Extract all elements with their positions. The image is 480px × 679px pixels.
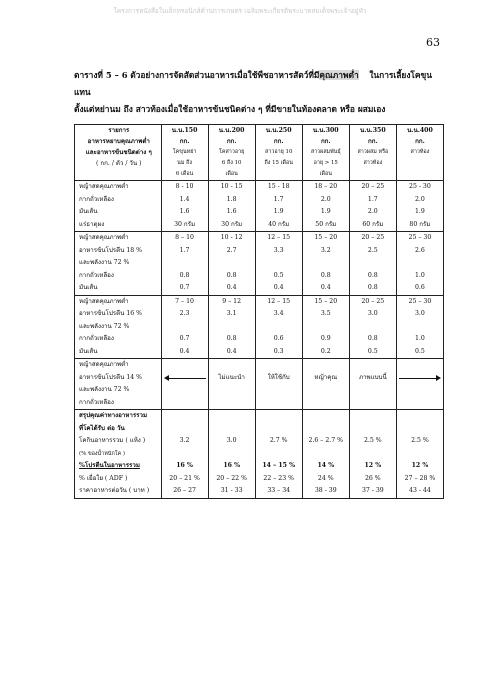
- value-cell: 43 - 44: [396, 485, 443, 498]
- value-cell: 2.6 – 2.7 %: [302, 435, 349, 448]
- note-cell: ภาพแบบนี้: [349, 372, 396, 385]
- header-label-line: [75, 169, 162, 181]
- table-row: [75, 423, 444, 436]
- value-cell: 2.6: [396, 245, 443, 258]
- value-cell: [208, 397, 255, 410]
- value-cell: 33 – 34: [255, 485, 302, 498]
- row-label: มันเส้น: [75, 206, 162, 219]
- value-cell: [208, 423, 255, 436]
- feed-ratio-table: [74, 124, 444, 499]
- header-label-line: รายการ: [75, 125, 162, 137]
- caption-text-a: ตัวอย่างการจัดสัดส่วนอาหารเมื่อใช้พืชอาหารสัตว์ที่มี: [130, 70, 320, 80]
- value-cell: 0.8: [208, 270, 255, 283]
- table-row: [75, 333, 444, 346]
- value-cell: 0.7: [161, 282, 208, 295]
- value-cell: 20 – 25: [349, 232, 396, 245]
- value-cell: [161, 359, 208, 372]
- value-cell: 0.3: [255, 346, 302, 359]
- watermark: โครงการหนังสือในเล็กทรอนิกส์ด้านการเกษตร เฉลิมพระเกียรติพระบาทสมเด็จพระเจ้าอยู่หัว: [113, 7, 367, 15]
- value-cell: [255, 257, 302, 270]
- row-label: แร่ธาตุผง: [75, 219, 162, 232]
- value-cell: 1.9: [255, 206, 302, 219]
- value-cell: 3.0: [208, 435, 255, 448]
- value-cell: 26 %: [349, 473, 396, 486]
- value-cell: [255, 448, 302, 461]
- value-cell: [161, 410, 208, 423]
- value-cell: 26 – 27: [161, 485, 208, 498]
- value-cell: [302, 410, 349, 423]
- value-cell: 38 - 39: [302, 485, 349, 498]
- table-row: [75, 473, 444, 486]
- value-cell: 0.6: [396, 282, 443, 295]
- value-cell: 20 – 21 %: [161, 473, 208, 486]
- value-cell: [302, 448, 349, 461]
- header-label-line: อาหารหยาบคุณภาพต่ำ: [75, 136, 162, 147]
- value-cell: 0.9: [302, 333, 349, 346]
- value-cell: 3.1: [208, 308, 255, 321]
- value-cell: 3.2: [302, 245, 349, 258]
- value-cell: [161, 448, 208, 461]
- value-cell: 2.7: [208, 245, 255, 258]
- column-desc: [349, 169, 396, 181]
- value-cell: [255, 410, 302, 423]
- value-cell: 15 – 20: [302, 295, 349, 308]
- value-cell: [255, 397, 302, 410]
- value-cell: 1.7: [349, 194, 396, 207]
- value-cell: 2.5 %: [396, 435, 443, 448]
- value-cell: 2.7 %: [255, 435, 302, 448]
- table-row: [75, 295, 444, 308]
- value-cell: 60 กรัม: [349, 219, 396, 232]
- table-row: [75, 194, 444, 207]
- value-cell: 7 – 10: [161, 295, 208, 308]
- value-cell: [302, 359, 349, 372]
- value-cell: 0.6: [255, 333, 302, 346]
- column-desc: สาวท้อง: [349, 158, 396, 169]
- value-cell: 15 – 20: [302, 232, 349, 245]
- value-cell: 1.9: [302, 206, 349, 219]
- value-cell: 0.4: [255, 282, 302, 295]
- value-cell: 0.8: [208, 333, 255, 346]
- row-label: มันเส้น: [75, 346, 162, 359]
- value-cell: [161, 372, 208, 385]
- value-cell: 2.5 %: [349, 435, 396, 448]
- value-cell: [302, 423, 349, 436]
- value-cell: 0.4: [208, 346, 255, 359]
- value-cell: [396, 257, 443, 270]
- value-cell: [255, 384, 302, 397]
- table-row: [75, 410, 444, 423]
- column-weight: น.น.250: [255, 125, 302, 137]
- value-cell: 10 - 12: [208, 232, 255, 245]
- value-cell: 37 - 39: [349, 485, 396, 498]
- column-desc: เดือน: [302, 169, 349, 181]
- value-cell: 0.2: [302, 346, 349, 359]
- value-cell: [161, 397, 208, 410]
- table-row: [75, 282, 444, 295]
- table-row: [75, 136, 444, 147]
- value-cell: [349, 423, 396, 436]
- value-cell: 3.0: [396, 308, 443, 321]
- value-cell: 12 – 15: [255, 295, 302, 308]
- value-cell: 24 %: [302, 473, 349, 486]
- value-cell: 0.8: [349, 282, 396, 295]
- value-cell: 0.8: [302, 270, 349, 283]
- value-cell: [396, 423, 443, 436]
- arrow-left-icon: [164, 372, 206, 385]
- value-cell: 20 – 22 %: [208, 473, 255, 486]
- row-label: หญ้าสดคุณภาพต่ำ: [75, 295, 162, 308]
- value-cell: 2.5: [349, 245, 396, 258]
- header-label-line: ( กก. / ตัว / วัน ): [75, 158, 162, 169]
- value-cell: 8 - 10: [161, 181, 208, 194]
- note-cell: ไม่แนะนำ: [208, 372, 255, 385]
- value-cell: 12 %: [396, 460, 443, 473]
- column-weight: น.น.150: [161, 125, 208, 137]
- value-cell: 0.4: [208, 282, 255, 295]
- column-desc: เดือน: [208, 169, 255, 181]
- summary-title: สรุปคุณค่าทางอาหารรวม: [75, 410, 162, 423]
- column-unit: กก.: [161, 136, 208, 147]
- value-cell: 0.7: [161, 333, 208, 346]
- value-cell: 16 %: [208, 460, 255, 473]
- value-cell: 1.8: [208, 194, 255, 207]
- value-cell: 20 – 25: [349, 295, 396, 308]
- row-label: กากถั่วเหลือง: [75, 194, 162, 207]
- column-weight: น.น.350: [349, 125, 396, 137]
- value-cell: [349, 321, 396, 334]
- table-row: [75, 359, 444, 372]
- table-row: [75, 448, 444, 461]
- value-cell: 0.4: [161, 346, 208, 359]
- table-row: [75, 460, 444, 473]
- table-row: [75, 257, 444, 270]
- value-cell: 9 – 12: [208, 295, 255, 308]
- column-desc: [396, 158, 443, 169]
- value-cell: 0.5: [396, 346, 443, 359]
- row-label: กากถั่วเหลือง: [75, 270, 162, 283]
- arrow-right-icon: [399, 372, 441, 385]
- value-cell: 30 กรัม: [161, 219, 208, 232]
- value-cell: [349, 448, 396, 461]
- value-cell: 0.5: [255, 270, 302, 283]
- table-row: [75, 397, 444, 410]
- value-cell: 31 - 33: [208, 485, 255, 498]
- caption-text-b: ในการเลี้ยงโคขุนแทน: [74, 70, 432, 97]
- page-number: 63: [426, 36, 440, 49]
- note-cell: ให้ใช้กับ: [255, 372, 302, 385]
- value-cell: [208, 359, 255, 372]
- value-cell: [349, 410, 396, 423]
- column-unit: กก.: [255, 136, 302, 147]
- value-cell: 12 %: [349, 460, 396, 473]
- column-desc: อายุ > 15: [302, 158, 349, 169]
- value-cell: 1.6: [161, 206, 208, 219]
- column-unit: กก.: [396, 136, 443, 147]
- row-label: อาหารข้นโปรตีน 16 %: [75, 308, 162, 321]
- value-cell: 14 %: [302, 460, 349, 473]
- value-cell: [208, 448, 255, 461]
- column-unit: กก.: [349, 136, 396, 147]
- value-cell: 0.4: [302, 282, 349, 295]
- value-cell: 1.0: [396, 333, 443, 346]
- row-label: หญ้าสดคุณภาพต่ำ: [75, 359, 162, 372]
- value-cell: 1.7: [255, 194, 302, 207]
- summary-title: ที่โคได้รับ ต่อ วัน: [75, 423, 162, 436]
- value-cell: 25 – 30: [396, 295, 443, 308]
- value-cell: [302, 397, 349, 410]
- value-cell: 0.5: [349, 346, 396, 359]
- column-desc: ถึง 15 เดือน: [255, 158, 302, 169]
- table-row: [75, 384, 444, 397]
- column-desc: สาวผสมพันธุ์: [302, 147, 349, 158]
- caption-label: ตารางที่ 5 – 6: [74, 70, 128, 80]
- value-cell: 25 – 30: [396, 232, 443, 245]
- value-cell: [161, 384, 208, 397]
- column-desc: นม ถึง: [161, 158, 208, 169]
- value-cell: [396, 372, 443, 385]
- table-row: [75, 181, 444, 194]
- column-desc: [396, 169, 443, 181]
- value-cell: [349, 359, 396, 372]
- table-row: [75, 158, 444, 169]
- row-label: กากถั่วเหลือง: [75, 397, 162, 410]
- value-cell: 1.6: [208, 206, 255, 219]
- value-cell: 10 - 15: [208, 181, 255, 194]
- value-cell: [255, 423, 302, 436]
- value-cell: [349, 257, 396, 270]
- table-row: [75, 206, 444, 219]
- value-cell: [208, 321, 255, 334]
- row-label: อาหารข้นโปรตีน 14 %: [75, 372, 162, 385]
- header-label-line: และอาหารข้นชนิดต่าง ๆ: [75, 147, 162, 158]
- column-unit: กก.: [208, 136, 255, 147]
- table-row: [75, 219, 444, 232]
- column-desc: สาวผสม หรือ: [349, 147, 396, 158]
- value-cell: 2.3: [161, 308, 208, 321]
- value-cell: [302, 321, 349, 334]
- column-desc: 6 ถึง 10: [208, 158, 255, 169]
- value-cell: 0.8: [349, 270, 396, 283]
- value-cell: 12 – 15: [255, 232, 302, 245]
- column-desc: 6 เดือน: [161, 169, 208, 181]
- table-row: [75, 245, 444, 258]
- table-row: [75, 485, 444, 498]
- table-row: [75, 435, 444, 448]
- row-label: % เยื่อใย ( ADF ): [75, 473, 162, 486]
- value-cell: 3.4: [255, 308, 302, 321]
- value-cell: 2.0: [396, 194, 443, 207]
- value-cell: 3.3: [255, 245, 302, 258]
- row-label: หญ้าสดคุณภาพต่ำ: [75, 181, 162, 194]
- row-label: กากถั่วเหลือง: [75, 333, 162, 346]
- row-label: และพลังงาน 72 %: [75, 384, 162, 397]
- value-cell: [349, 384, 396, 397]
- row-label: (% ของน้ำหนักโค ): [75, 448, 162, 461]
- table-row: [75, 321, 444, 334]
- value-cell: 1.0: [396, 270, 443, 283]
- row-label: %โปรตีนในอาหารรวม: [75, 460, 162, 473]
- value-cell: [208, 410, 255, 423]
- row-label: อาหารข้นโปรตีน 18 %: [75, 245, 162, 258]
- value-cell: 50 กรัม: [302, 219, 349, 232]
- row-label: ราคาอาหารต่อวัน ( บาท ): [75, 485, 162, 498]
- value-cell: [396, 410, 443, 423]
- value-cell: 1.4: [161, 194, 208, 207]
- column-weight: น.น.300: [302, 125, 349, 137]
- value-cell: [161, 257, 208, 270]
- table-row: [75, 270, 444, 283]
- row-label: มันเส้น: [75, 282, 162, 295]
- table-caption: [74, 67, 444, 118]
- value-cell: 3.5: [302, 308, 349, 321]
- value-cell: [208, 384, 255, 397]
- value-cell: 80 กรัม: [396, 219, 443, 232]
- value-cell: [208, 257, 255, 270]
- value-cell: 8 – 10: [161, 232, 208, 245]
- value-cell: [396, 384, 443, 397]
- value-cell: 22 – 23 %: [255, 473, 302, 486]
- value-cell: [396, 448, 443, 461]
- caption-highlight: คุณภาพต่ำ: [319, 70, 359, 80]
- value-cell: 0.8: [349, 333, 396, 346]
- value-cell: [396, 359, 443, 372]
- table-row: [75, 232, 444, 245]
- note-cell: หญ้าคุณ: [302, 372, 349, 385]
- value-cell: 14 – 15 %: [255, 460, 302, 473]
- value-cell: [396, 397, 443, 410]
- value-cell: 3.0: [349, 308, 396, 321]
- column-weight: น.น.400: [396, 125, 443, 137]
- column-desc: สาวท้อง: [396, 147, 443, 158]
- value-cell: [255, 321, 302, 334]
- table-row: [75, 169, 444, 181]
- value-cell: [161, 321, 208, 334]
- row-label: และพลังงาน 72 %: [75, 257, 162, 270]
- column-desc: โคสาวอายุ: [208, 147, 255, 158]
- value-cell: 18 – 20: [302, 181, 349, 194]
- table-row: [75, 308, 444, 321]
- value-cell: [161, 423, 208, 436]
- value-cell: 16 %: [161, 460, 208, 473]
- caption-line2: ตั้งแต่หย่านม ถึง สาวท้องเมื่อใช้อาหารข้นชนิดต่าง ๆ ที่มีขายในท้องตลาด หรือ ผสมเอง: [74, 104, 386, 114]
- value-cell: 1.9: [396, 206, 443, 219]
- table-row: [75, 147, 444, 158]
- value-cell: 25 - 30: [396, 181, 443, 194]
- table-row: [75, 346, 444, 359]
- row-label: โคกินอาหารรวม ( แห้ง ): [75, 435, 162, 448]
- table-row: [75, 372, 444, 385]
- value-cell: 3.2: [161, 435, 208, 448]
- table-row: [75, 125, 444, 137]
- value-cell: 40 กรัม: [255, 219, 302, 232]
- value-cell: 1.7: [161, 245, 208, 258]
- value-cell: [349, 397, 396, 410]
- column-desc: สาวอายุ 10: [255, 147, 302, 158]
- value-cell: 30 กรัม: [208, 219, 255, 232]
- column-unit: กก.: [302, 136, 349, 147]
- value-cell: 27 – 28 %: [396, 473, 443, 486]
- value-cell: 2.0: [302, 194, 349, 207]
- column-weight: น.น.200: [208, 125, 255, 137]
- value-cell: 20 – 25: [349, 181, 396, 194]
- value-cell: [255, 359, 302, 372]
- value-cell: [396, 321, 443, 334]
- column-desc: [255, 169, 302, 181]
- value-cell: [302, 257, 349, 270]
- value-cell: 15 - 18: [255, 181, 302, 194]
- value-cell: 2.0: [349, 206, 396, 219]
- row-label: และพลังงาน 72 %: [75, 321, 162, 334]
- value-cell: 0.8: [161, 270, 208, 283]
- value-cell: [302, 384, 349, 397]
- row-label: หญ้าสดคุณภาพต่ำ: [75, 232, 162, 245]
- column-desc: โคขุนหย่า: [161, 147, 208, 158]
